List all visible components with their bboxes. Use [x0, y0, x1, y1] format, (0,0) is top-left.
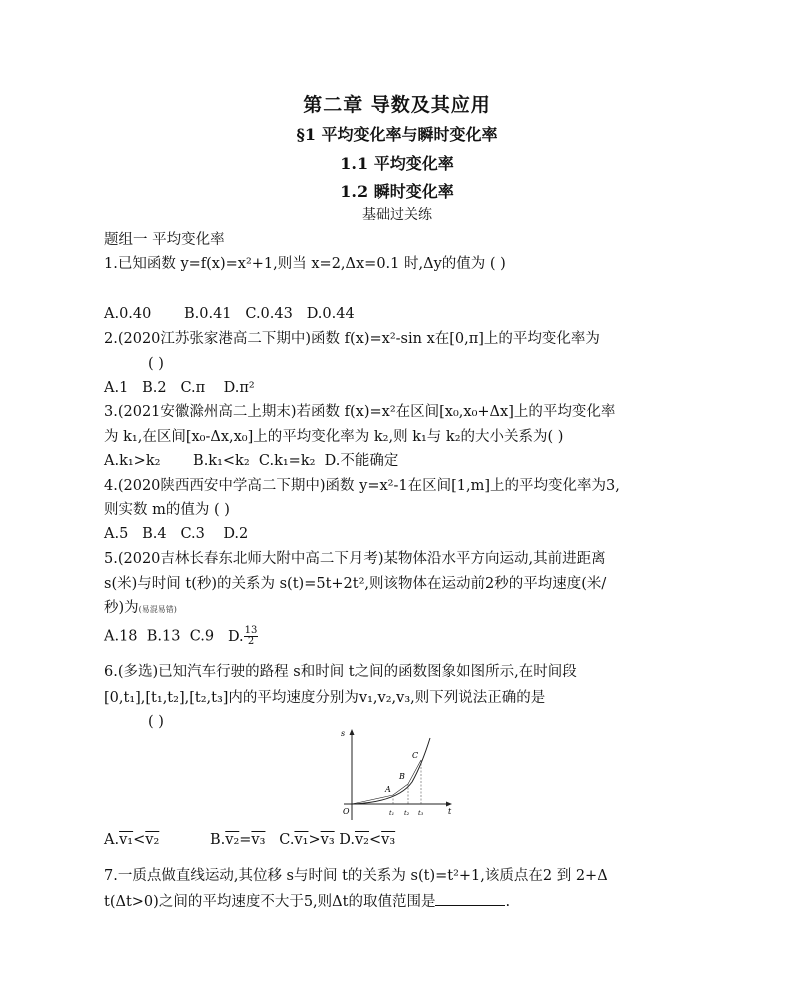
chord-ab	[393, 784, 408, 795]
fraction-denominator: 2	[247, 636, 255, 647]
chord-bc	[408, 760, 421, 784]
option-c-relation: >	[308, 832, 321, 848]
option-b-left: v₂	[225, 832, 240, 848]
question-7-line-1: 7.一质点做直线运动,其位移 s与时间 t的关系为 s(t)=t²+1,该质点在2 到 2+Δ	[104, 868, 608, 884]
point-a-label: A	[385, 785, 391, 794]
t3-label: t₃	[418, 809, 424, 817]
option-b: B.2	[142, 380, 167, 396]
error-prone-tag: (易混易错)	[138, 605, 177, 614]
section-title: §1 平均变化率与瞬时变化率	[296, 125, 498, 144]
subsection-title-1: 1.1 平均变化率	[340, 154, 454, 173]
chapter-title: 第二章 导数及其应用	[303, 94, 491, 116]
option-a-right: v₂	[145, 832, 160, 848]
question-5-options	[104, 626, 258, 647]
option-c	[279, 832, 334, 848]
origin-label: O	[343, 807, 350, 816]
t2-label: t₂	[404, 809, 410, 817]
option-d	[339, 832, 395, 848]
point-c-label: C	[412, 751, 419, 760]
option-d-relation: <	[368, 832, 382, 848]
option-a: A.1	[104, 380, 129, 396]
option-c: C.0.43	[245, 306, 293, 322]
option-d-right: v₃	[381, 832, 396, 848]
option-c: C.k₁=k₂	[258, 453, 316, 469]
option-b: B.4	[142, 526, 167, 542]
question-1-options	[104, 304, 355, 324]
question-4-line-2: 则实数 m的值为 ( )	[104, 502, 230, 518]
practice-heading: 基础过关练	[362, 207, 432, 223]
option-d-prefix: D.	[227, 628, 244, 645]
subsection-title-2: 1.2 瞬时变化率	[340, 182, 454, 201]
option-a-left: v₁	[119, 832, 134, 848]
option-b-prefix: B.	[209, 832, 226, 848]
s-axis-arrow	[350, 729, 355, 735]
s-label: s	[341, 729, 346, 738]
option-c-prefix: C.	[279, 832, 295, 848]
question-5-line-1: 5.(2020吉林长春东北师大附中高二下月考)某物体沿水平方向运动,其前进距离	[104, 551, 606, 567]
question-5-text: 秒)为	[104, 600, 139, 616]
option-a: A.k₁>k₂	[104, 453, 161, 469]
option-d: D.2	[223, 526, 249, 542]
question-6-line-2: [0,t₁],[t₁,t₂],[t₂,t₃]内的平均速度分别为v₁,v₂,v₃,则下列说法正确的是	[104, 690, 546, 706]
question-2-stem: 2.(2020江苏张家港高二下期中)函数 f(x)=x²-sin x在[0,π]上的平均变化率为	[104, 331, 600, 347]
chord-oa	[352, 795, 393, 804]
option-a: A.5	[104, 526, 129, 542]
question-5-line-3	[104, 598, 177, 620]
option-a-prefix: A.	[104, 832, 120, 848]
option-b: B.k₁<k₂	[193, 453, 250, 469]
t1-label: t₁	[389, 809, 395, 817]
option-d-prefix: D.	[339, 832, 355, 848]
option-c: C.3	[180, 526, 205, 542]
option-c: C.9	[189, 628, 215, 645]
option-b	[210, 832, 265, 848]
option-b: B.13	[146, 628, 181, 645]
question-3-line-2: 为 k₁,在区间[x₀-Δx,x₀]上的平均变化率为 k₂,则 k₁与 k₂的大小关系为( )	[104, 429, 564, 445]
question-2-options	[104, 378, 255, 398]
question-3-line-1: 3.(2021安徽滁州高二上期末)若函数 f(x)=x²在区间[x₀,x₀+Δx]上的平均变化率	[104, 404, 616, 420]
option-d: D.0.44	[306, 306, 355, 322]
option-a	[104, 832, 159, 848]
question-6-paren: ( )	[148, 714, 164, 730]
t-axis-arrow	[446, 802, 452, 807]
distance-curve	[352, 738, 430, 804]
option-d: D.π²	[223, 380, 255, 396]
question-7-end: .	[505, 894, 511, 910]
answer-blank[interactable]	[435, 891, 505, 906]
question-6-options	[104, 830, 395, 850]
fraction	[244, 626, 259, 647]
option-b-right: v₃	[251, 832, 266, 848]
fraction-numerator: 13	[244, 625, 258, 636]
t-label: t	[448, 807, 452, 816]
option-a: A.0.40	[104, 306, 152, 322]
option-d: D.不能确定	[324, 453, 399, 469]
question-2-paren: ( )	[148, 356, 164, 372]
option-a-relation: <	[133, 832, 146, 848]
distance-time-graph	[338, 726, 458, 826]
question-7-text: t(Δt>0)之间的平均速度不大于5,则Δt的取值范围是	[104, 894, 436, 910]
option-b: B.0.41	[183, 306, 232, 322]
option-d-left: v₂	[354, 832, 369, 848]
question-3-options	[104, 451, 398, 471]
question-1-stem: 1.已知函数 y=f(x)=x²+1,则当 x=2,Δx=0.1 时,Δy的值为 ( )	[104, 256, 506, 272]
question-5-line-2: s(米)与时间 t(秒)的关系为 s(t)=5t+2t²,则该物体在运动前2秒的平均速度(米/	[104, 576, 607, 592]
option-c-right: v₃	[320, 832, 335, 848]
question-6-line-1: 6.(多选)已知汽车行驶的路程 s和时间 t之间的函数图象如图所示,在时间段	[104, 664, 577, 680]
option-d	[227, 625, 258, 647]
point-b-label: B	[399, 772, 405, 781]
option-b-relation: =	[239, 832, 252, 848]
option-a: A.18	[104, 628, 138, 645]
question-7-line-2	[104, 891, 510, 912]
question-4-options	[104, 524, 248, 544]
option-c: C.π	[180, 380, 206, 396]
question-4-line-1: 4.(2020陕西西安中学高二下期中)函数 y=x²-1在区间[1,m]上的平均变化率为3,	[104, 478, 620, 494]
option-c-left: v₁	[294, 832, 309, 848]
group-heading: 题组一 平均变化率	[104, 232, 225, 248]
